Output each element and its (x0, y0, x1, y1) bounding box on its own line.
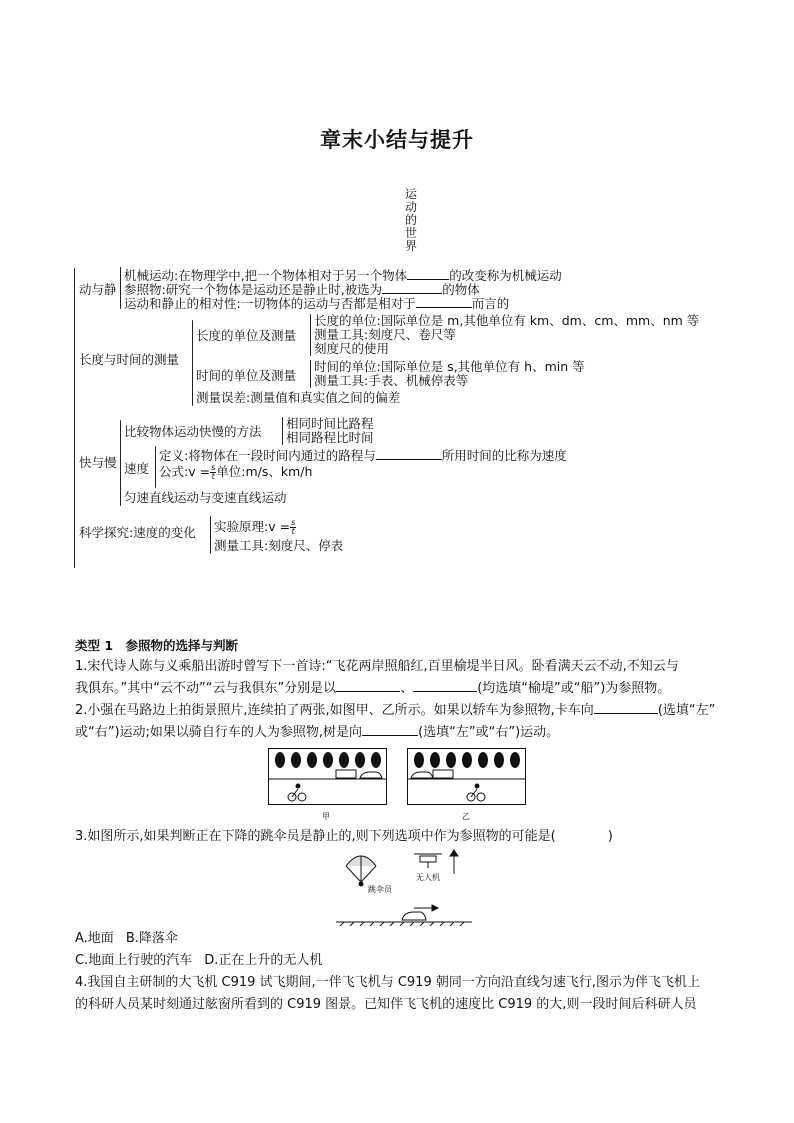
blank[interactable] (376, 447, 442, 460)
time-tool-line: 测量工具:手表、机械停表等 (314, 373, 469, 388)
question-3-options-ab (75, 928, 178, 950)
question-1-line-2: 我俱东。”其中“云不动”“云与我俱东”分别是以 、 (均选填“榆堤”或“船”)为参照物。 (75, 681, 671, 696)
speed-label: 速度 (124, 461, 150, 476)
option-c[interactable]: C.地面上行驶的汽车 (75, 953, 193, 968)
street-photo-a (268, 749, 387, 805)
length-unit-line: 长度的单位:国际单位是 m,其他单位有 km、dm、cm、mm、nm 等 (314, 313, 700, 328)
section-motion-rest-label: 动与静 (79, 282, 117, 297)
question-4-line-1: 4.我国自主研制的大飞机 C919 试飞期间,一伴飞飞机与 C919 朝同一方向沿直线匀速飞行,图示为伴飞飞机上 (75, 975, 700, 990)
compare-brace (282, 417, 283, 445)
vertical-map-title: 运动的世界 (404, 187, 417, 253)
blank[interactable] (413, 679, 477, 692)
time-unit-label: 时间的单位及测量 (196, 368, 297, 383)
truck-icon (336, 770, 356, 778)
inquiry-tools-line: 测量工具:刻度尺、停表 (214, 538, 344, 553)
figure-a-caption: 甲 (322, 812, 330, 821)
same-time-line: 相同时间比路程 (286, 416, 374, 431)
question-2-line-2: 或“右”)运动;如果以骑自行车的人为参照物,树是向 (选填“左”或“右”)运动。 (75, 725, 560, 740)
speed-brace (155, 446, 156, 488)
section-3-brace (120, 420, 121, 506)
blank[interactable] (407, 267, 449, 280)
blank[interactable] (336, 679, 400, 692)
right-arrow-icon (414, 905, 438, 911)
parachutist-label: 跳伞员 (368, 885, 392, 894)
speed-formula-line: 公式:v = $\frac{s}{t}$ 单位:m/s、km/h (159, 463, 313, 481)
relativity-line: 运动和静止的相对性:一切物体的运动与否都是相对于 而言的 (124, 296, 510, 311)
length-tool-line: 测量工具:刻度尺、卷尺等 (314, 327, 456, 342)
section-4-brace (210, 516, 211, 554)
mechanical-motion-line: 机械运动:在物理学中,把一个物体相对于另一个物体 的改变称为机械运动 (124, 268, 562, 283)
measurement-error-line: 测量误差:测量值和真实值之间的偏差 (196, 390, 401, 405)
question-4-line-2: 的科研人员某时刻通过舷窗所看到的 C919 图景。已知伴飞飞机的速度比 C919 的大,则一段时间后科研人员 (75, 997, 697, 1012)
length-brace (310, 314, 311, 356)
page-title: 章末小结与提升 (320, 127, 474, 152)
ground-icon (336, 922, 472, 926)
question-3-options-cd (75, 950, 322, 972)
time-unit-line: 时间的单位:国际单位是 s,其他单位有 h、min 等 (314, 359, 585, 374)
figure-b-caption: 乙 (462, 812, 470, 821)
drone-icon (414, 854, 442, 868)
blank[interactable] (594, 701, 658, 714)
option-b[interactable]: B.降落伞 (125, 931, 178, 946)
section-speed-label: 快与慢 (79, 455, 117, 470)
drone-label: 无人机 (416, 873, 440, 882)
car-icon (402, 912, 426, 920)
blank[interactable] (362, 723, 418, 736)
parachute-icon (346, 856, 376, 886)
question-1-line-1: 1.宋代诗人陈与义乘船出游时曾写下一首诗:“飞花两岸照船红,百里榆堤半日风。卧看满天云不动,不知云与 (75, 659, 679, 674)
blank[interactable] (416, 295, 472, 308)
main-brace (74, 268, 75, 568)
section-2-brace (192, 320, 193, 406)
question-2-line-1: 2.小强在马路边上拍街景照片,连续拍了两张,如图甲、乙所示。如果以轿车为参照物,卡车向 (选填“左” (75, 703, 716, 718)
speed-fraction: $\frac{s}{t}$ (211, 463, 216, 481)
up-arrow-icon (450, 850, 458, 874)
speed-definition-line: 定义:将物体在一段时间内通过的路程与 所用时间的比称为速度 (159, 448, 567, 463)
type-1-heading: 类型 1 参照物的选择与判断 (75, 638, 239, 653)
option-a[interactable]: A.地面 (75, 931, 114, 946)
question-3-stem: 3.如图所示,如果判断正在下降的跳伞员是静止的,则下列选项中作为参照物的可能是( ) (75, 829, 613, 844)
section-1-brace (120, 267, 121, 309)
street-photo-b (407, 749, 526, 805)
truck-icon (433, 770, 453, 778)
time-brace (310, 360, 311, 388)
reference-object-line: 参照物:研究一个物体是运动还是静止时,被选为 的物体 (124, 282, 480, 297)
section-measurement-label: 长度与时间的测量 (79, 352, 180, 367)
uniform-motion-line: 匀速直线运动与变速直线运动 (124, 490, 287, 505)
ruler-use-line: 刻度尺的使用 (314, 341, 390, 356)
street-figure (268, 748, 526, 822)
length-unit-label: 长度的单位及测量 (196, 328, 297, 343)
principle-line: 实验原理:v = $\frac{s}{t}$ (214, 518, 296, 536)
same-distance-line: 相同路程比时间 (286, 430, 374, 445)
compare-methods-label: 比较物体运动快慢的方法 (124, 424, 262, 439)
section-inquiry-label: 科学探究:速度的变化 (79, 525, 196, 540)
parachute-figure (336, 846, 472, 926)
option-d[interactable]: D.正在上升的无人机 (204, 953, 323, 968)
blank[interactable] (382, 281, 442, 294)
principle-fraction: $\frac{s}{t}$ (291, 518, 296, 536)
